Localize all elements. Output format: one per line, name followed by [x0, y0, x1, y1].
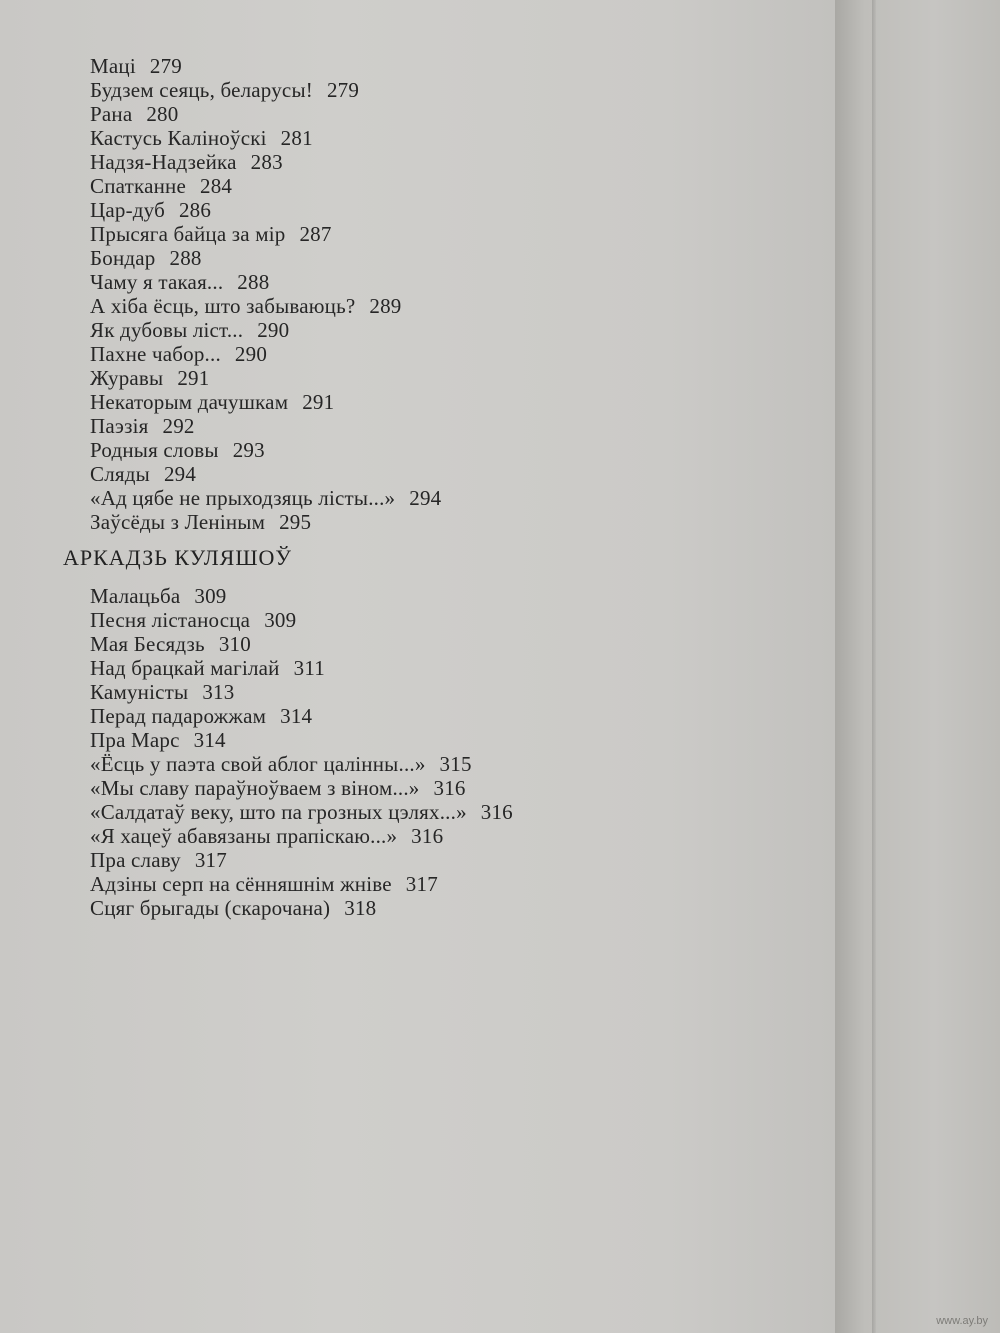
entry-page: 288 — [237, 270, 270, 294]
toc-entry — [90, 414, 195, 438]
toc-entry — [90, 510, 311, 534]
entry-page: 292 — [162, 414, 195, 438]
entry-title: Маці — [90, 54, 136, 78]
entry-title: Надзя-Надзейка — [90, 150, 237, 174]
entry-page: 288 — [169, 246, 202, 270]
toc-entry — [90, 752, 472, 776]
entry-page: 317 — [194, 848, 227, 872]
entry-page: 281 — [280, 126, 313, 150]
entry-title: Над брацкай магілай — [90, 656, 280, 680]
entry-page: 317 — [405, 872, 438, 896]
page-gutter — [872, 0, 876, 1333]
entry-title: Песня лістаносца — [90, 608, 251, 632]
toc-entry — [90, 728, 226, 752]
toc-entry — [90, 294, 402, 318]
entry-page: 280 — [146, 102, 179, 126]
toc-entry — [90, 800, 513, 824]
toc-entry — [90, 270, 269, 294]
entry-title: «Салдатаў веку, што па грозных цэлях...» — [90, 800, 467, 824]
entry-page: 309 — [194, 584, 227, 608]
toc-entry — [90, 390, 334, 414]
entry-title: Бондар — [90, 246, 156, 270]
entry-page: 313 — [202, 680, 235, 704]
toc-entry — [90, 848, 227, 872]
entry-page: 315 — [439, 752, 472, 776]
entry-title: «Мы славу параўноўваем з віном...» — [90, 776, 420, 800]
entry-title: «Ёсць у паэта свой аблог цалінны...» — [90, 752, 426, 776]
entry-title: Заўсёды з Леніным — [90, 510, 266, 534]
entry-page: 286 — [178, 198, 212, 222]
entry-page: 283 — [250, 150, 283, 174]
toc-entry — [90, 680, 234, 704]
toc-entry — [90, 342, 267, 366]
entry-title: Будзем сеяць, беларусы! — [90, 78, 313, 102]
entry-page: 289 — [369, 294, 402, 318]
entry-page: 290 — [257, 318, 290, 342]
entry-page: 318 — [344, 896, 377, 920]
entry-page: 279 — [149, 54, 182, 78]
toc-entry — [90, 78, 359, 102]
entry-title: Перад падарожжам — [90, 704, 267, 728]
entry-page: 293 — [232, 438, 265, 462]
site-watermark: www.ay.by — [936, 1315, 988, 1327]
toc-entry — [90, 872, 438, 896]
entry-title: Як дубовы ліст... — [90, 318, 244, 342]
entry-title: Рана — [90, 102, 133, 126]
entry-title: Пра Марс — [90, 728, 180, 752]
next-page-edge — [835, 0, 1000, 1333]
entry-page: 316 — [433, 776, 466, 800]
entry-page: 316 — [411, 824, 444, 848]
toc-entry — [90, 486, 441, 510]
entry-title: Чаму я такая... — [90, 270, 224, 294]
toc-entry — [90, 584, 227, 608]
toc-entry — [90, 174, 232, 198]
entry-title: Цар-дуб — [90, 198, 165, 222]
toc-entry — [90, 896, 376, 920]
entry-page: 279 — [326, 78, 360, 102]
entry-page: 314 — [280, 704, 313, 728]
entry-page: 287 — [299, 222, 332, 246]
toc-entry — [90, 462, 196, 486]
entry-title: Пахне чабор... — [90, 342, 221, 366]
author-heading: АРКАДЗЬ КУЛЯШОЎ — [63, 545, 292, 570]
entry-title: «Я хацеў абавязаны прапіскаю...» — [90, 824, 398, 848]
entry-title: Сцяг брыгады (скарочана) — [90, 896, 331, 920]
entry-page: 295 — [279, 510, 312, 534]
toc-entry — [90, 102, 178, 126]
entry-title: Спатканне — [90, 174, 187, 198]
toc-entry — [90, 150, 283, 174]
toc-entry — [90, 126, 313, 150]
entry-page: 294 — [163, 462, 197, 486]
toc-entry — [90, 608, 296, 632]
entry-page: 314 — [193, 728, 226, 752]
entry-page: 284 — [200, 174, 233, 198]
toc-entry — [90, 438, 265, 462]
toc-entry — [90, 246, 202, 270]
entry-title: Мая Бесядзь — [90, 632, 205, 656]
entry-title: Кастусь Каліноўскі — [90, 126, 267, 150]
entry-page: 316 — [480, 800, 513, 824]
entry-title: Малацьба — [90, 584, 181, 608]
entry-page: 291 — [302, 390, 335, 414]
toc-entry — [90, 54, 182, 78]
toc-entry — [90, 824, 443, 848]
toc-entry — [90, 222, 332, 246]
entry-page: 310 — [218, 632, 251, 656]
entry-page: 309 — [264, 608, 297, 632]
entry-title: Пра славу — [90, 848, 181, 872]
entry-page: 290 — [234, 342, 268, 366]
entry-title: Родныя словы — [90, 438, 219, 462]
toc-entry — [90, 776, 466, 800]
entry-page: 291 — [177, 366, 210, 390]
toc-entry — [90, 366, 209, 390]
toc-entry — [90, 198, 211, 222]
entry-title: Журавы — [90, 366, 164, 390]
entry-title: А хіба ёсць, што забываюць? — [90, 294, 356, 318]
entry-title: Камуністы — [90, 680, 189, 704]
entry-title: Сляды — [90, 462, 150, 486]
entry-title: Адзіны серп на сённяшнім жніве — [90, 872, 392, 896]
toc-entry — [90, 656, 325, 680]
entry-title: Прысяга байца за мір — [90, 222, 286, 246]
entry-title: Некаторым дачушкам — [90, 390, 289, 414]
toc-entry — [90, 632, 251, 656]
entry-page: 311 — [293, 656, 325, 680]
entry-title: «Ад цябе не прыходзяць лісты...» — [90, 486, 396, 510]
entry-title: Паэзія — [90, 414, 149, 438]
toc-entry — [90, 704, 312, 728]
entry-page: 294 — [409, 486, 442, 510]
toc-entry — [90, 318, 289, 342]
